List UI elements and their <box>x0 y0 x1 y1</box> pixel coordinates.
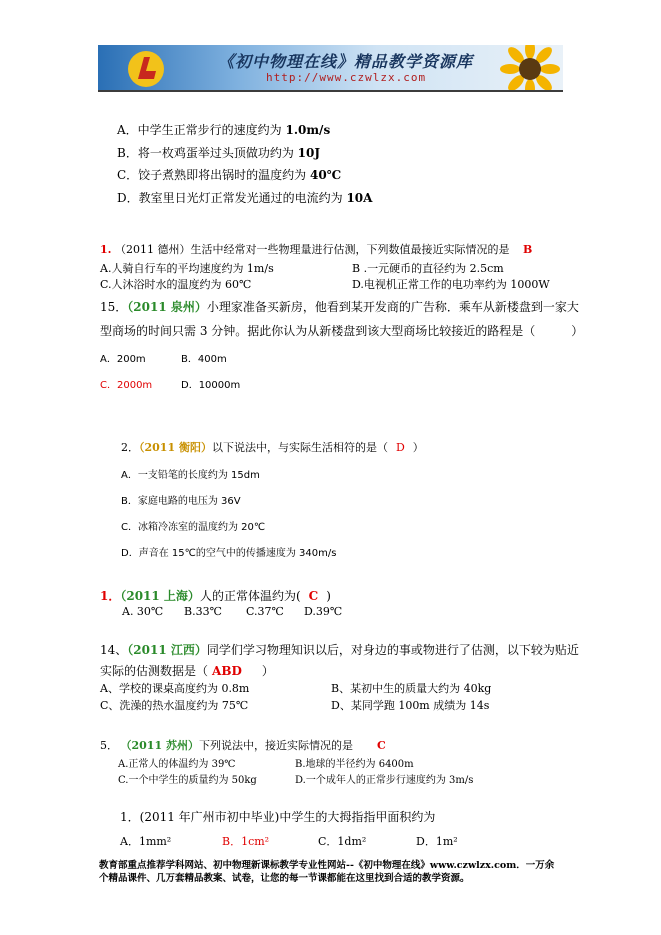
site-logo-icon <box>126 49 166 89</box>
q5-option-d: D.一个成年人的正常步行速度约为 3m/s <box>295 775 474 786</box>
q2-option-c: C．冰箱冷冻室的温度约为 20℃ <box>121 522 266 533</box>
q5-option-a: A.正常人的体温约为 39℃ <box>118 759 236 770</box>
q15-option-d: D．10000m <box>181 380 241 391</box>
q2-option-a: A．一支铅笔的长度约为 15dm <box>121 470 260 481</box>
q5-stem: 5． （2011 苏州）下列说法中，接近实际情况的是 C <box>100 739 386 752</box>
q1b-stem: 1．（2011 上海）人的正常体温约为( C ) <box>100 589 331 603</box>
q15-option-a: A．200m <box>100 354 146 365</box>
q2-option-b: B．家庭电路的电压为 36V <box>121 496 241 507</box>
q0-option-b: B．将一枚鸡蛋举过头顶做功约为 10J <box>117 146 321 160</box>
q14-stem-line2: 实际的估测数据是（ ABD ） <box>100 664 274 678</box>
q1-option-b: B .一元硬币的直径约为 2.5cm <box>352 262 504 275</box>
q1c-stem: 1．(2011 年广州市初中毕业)中学生的大拇指指甲面积约为 <box>120 810 436 824</box>
q2-stem: 2．（2011 衡阳）以下说法中，与实际生活相符的是（ D ） <box>121 441 424 454</box>
q15-option-b: B．400m <box>181 354 227 365</box>
q14-option-a: A、学校的课桌高度约为 0.8m <box>100 682 250 695</box>
q14-option-d: D、某同学跑 100m 成绩为 14s <box>331 699 490 712</box>
header-banner <box>98 45 563 92</box>
q1b-option-b: B.33℃ <box>184 605 222 618</box>
q0-option-c: C．饺子煮熟即将出锅时的温度约为 40℃ <box>117 168 342 182</box>
q0-option-a: A．中学生正常步行的速度约为 1.0m/s <box>117 123 331 137</box>
q15-stem-line2: 型商场的时间只需 3 分钟。据此你认为从新楼盘到该大型商场比较接近的路程是（ ） <box>100 324 584 338</box>
banner-title: 《初中物理在线》精品教学资源库 <box>218 52 474 71</box>
q1c-option-d: D．1m² <box>416 835 458 848</box>
q1-option-a: A.人骑自行车的平均速度约为 1m/s <box>100 262 274 275</box>
q1c-option-a: A．1mm² <box>120 835 172 848</box>
q1c-option-b: B．1cm² <box>222 835 270 848</box>
q5-option-b: B.地球的半径约为 6400m <box>295 759 414 770</box>
q2-option-d: D．声音在 15℃的空气中的传播速度为 340m/s <box>121 548 337 559</box>
footer-line1: 教育部重点推荐学科网站、初中物理新课标教学专业性网站--《初中物理在线》www.czwlzx.com．一万余 <box>99 860 555 871</box>
q5-option-c: C.一个中学生的质量约为 50kg <box>118 775 257 786</box>
q1c-option-c: C．1dm² <box>318 835 367 848</box>
q1b-option-d: D.39℃ <box>304 605 343 618</box>
q1-option-c: C.人沐浴时水的温度约为 60℃ <box>100 278 252 291</box>
q1-stem: 1. （2011 德州）生活中经常对一些物理量进行估测，下列数值最接近实际情况的是 B <box>100 243 533 256</box>
q14-option-b: B、某初中生的质量大约为 40kg <box>331 682 492 695</box>
q14-option-c: C、洗澡的热水温度约为 75℃ <box>100 699 249 712</box>
q0-option-d: D．教室里日光灯正常发光通过的电流约为 10A <box>117 191 373 205</box>
q15-option-c: C．2000m <box>100 380 153 391</box>
footer-line2: 个精品课件、几万套精品教案、试卷，让您的每一节课都能在这里找到合适的教学资源。 <box>99 873 470 884</box>
q15-stem-line1: 15．（2011 泉州）小理家准备买新房，他看到某开发商的广告称．乘车从新楼盘到一家大 <box>100 300 579 314</box>
sunflower-icon <box>500 45 560 92</box>
banner-url: http://www.czwlzx.com <box>266 71 427 84</box>
q1b-option-c: C.37℃ <box>246 605 284 618</box>
q1b-option-a: A. 30℃ <box>122 605 164 618</box>
q14-stem-line1: 14、（2011 江西）同学们学习物理知识以后，对身边的事或物进行了估测，以下较为贴近 <box>100 643 579 657</box>
q1-option-d: D.电视机正常工作的电功率约为 1000W <box>352 278 550 291</box>
